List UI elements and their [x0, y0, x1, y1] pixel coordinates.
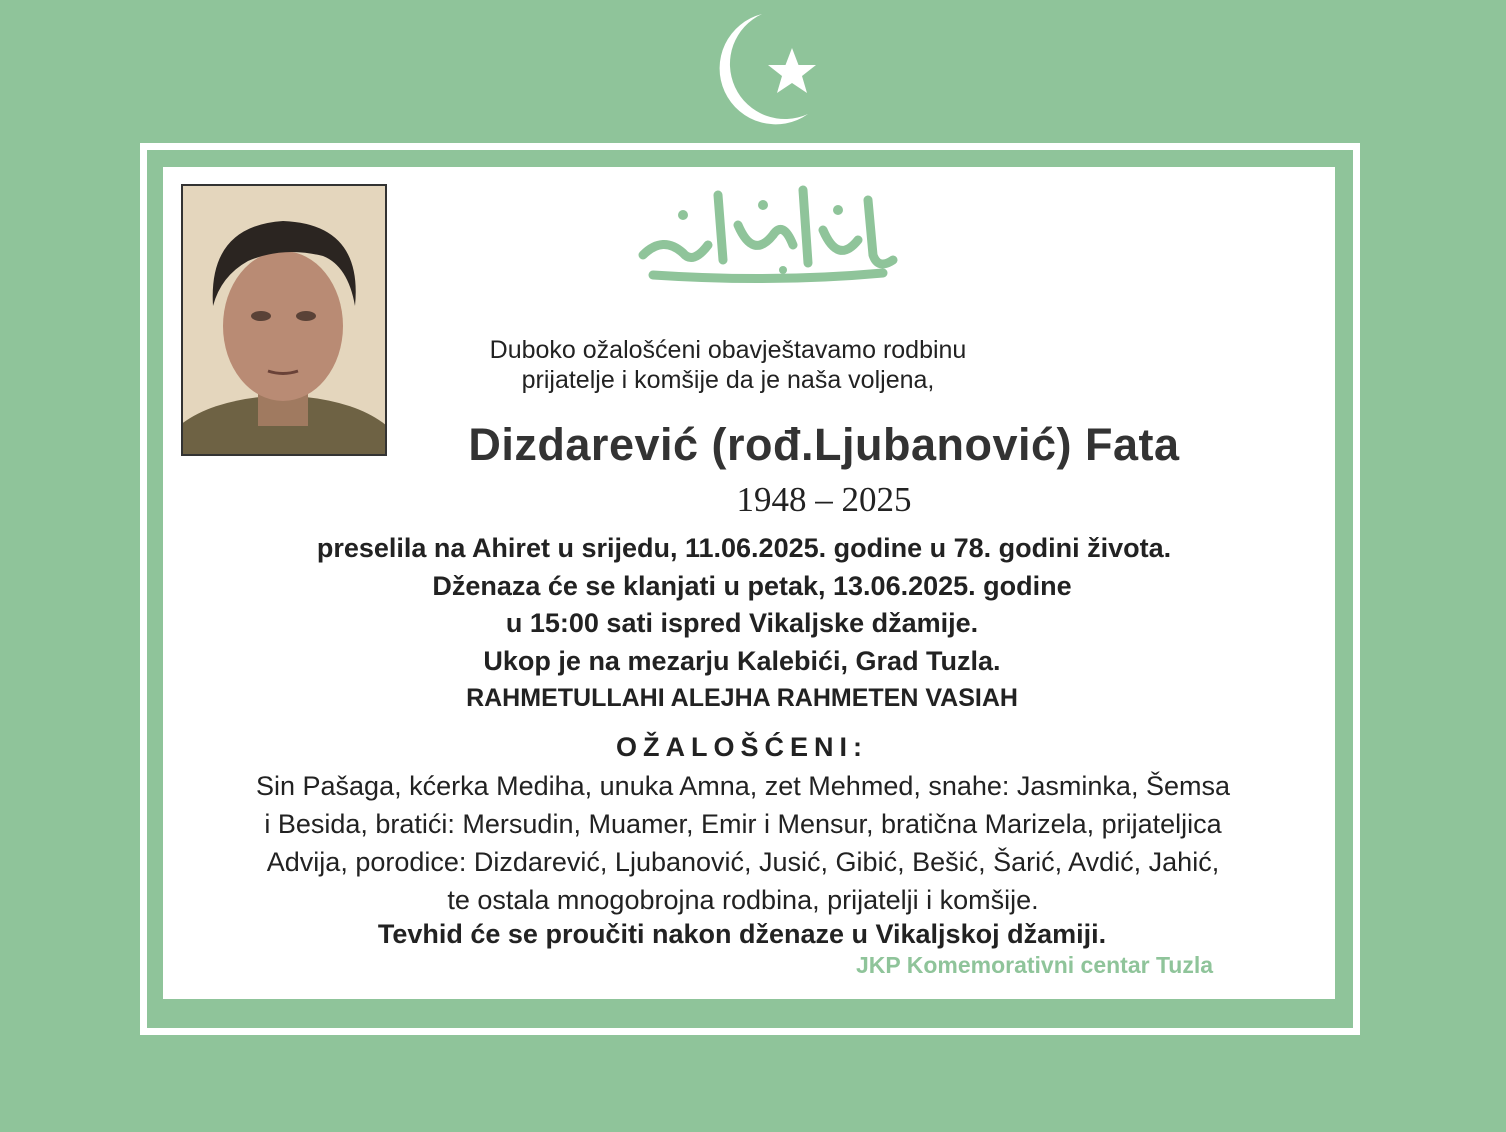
mourners-title: OŽALOŠĆENI:	[616, 732, 868, 762]
mourners-line-1: Sin Pašaga, kćerka Mediha, unuka Amna, zet Mehmed, snahe: Jasminka, Šemsa	[255, 771, 1230, 801]
notice-card	[163, 167, 1335, 999]
crescent-and-star-icon	[700, 10, 840, 135]
announcement-line-4: Ukop je na mezarju Kalebići, Grad Tuzla.	[483, 646, 1001, 676]
intro-line-1: Duboko ožalošćeni obavještavamo rodbinu	[489, 336, 967, 364]
announcement-line-2: Dženaza će se klanjati u petak, 13.06.2025. godine	[432, 571, 1072, 601]
footer-publisher: JKP Komemorativni centar Tuzla	[856, 952, 1214, 978]
announcement-line-5: RAHMETULLAHI ALEJHA RAHMETEN VASIAH	[466, 684, 1018, 712]
deceased-years: 1948 – 2025	[736, 480, 912, 519]
mourners-line-4: te ostala mnogobrojna rodbina, prijatelji i komšije.	[447, 885, 1039, 915]
mourners-line-3: Advija, porodice: Dizdarević, Ljubanović, Jusić, Gibić, Bešić, Šarić, Avdić, Jahić,	[266, 847, 1220, 877]
arabic-calligraphy	[623, 175, 903, 285]
deceased-name: Dizdarević (rođ.Ljubanović) Fata	[468, 419, 1180, 470]
intro-line-2: prijatelje i komšije da je naša voljena,	[521, 366, 935, 394]
announcement-line-1: preselila na Ahiret u srijedu, 11.06.2025. godine u 78. godini života.	[316, 533, 1172, 563]
portrait-photo	[181, 184, 387, 456]
announcement-line-3: u 15:00 sati ispred Vikaljske džamije.	[505, 608, 979, 638]
mourners-line-2: i Besida, bratići: Mersudin, Muamer, Emir i Mensur, bratična Marizela, prijateljica	[264, 809, 1222, 839]
tevhid-line: Tevhid će se proučiti nakon dženaze u Vikaljskoj džamiji.	[377, 919, 1107, 949]
